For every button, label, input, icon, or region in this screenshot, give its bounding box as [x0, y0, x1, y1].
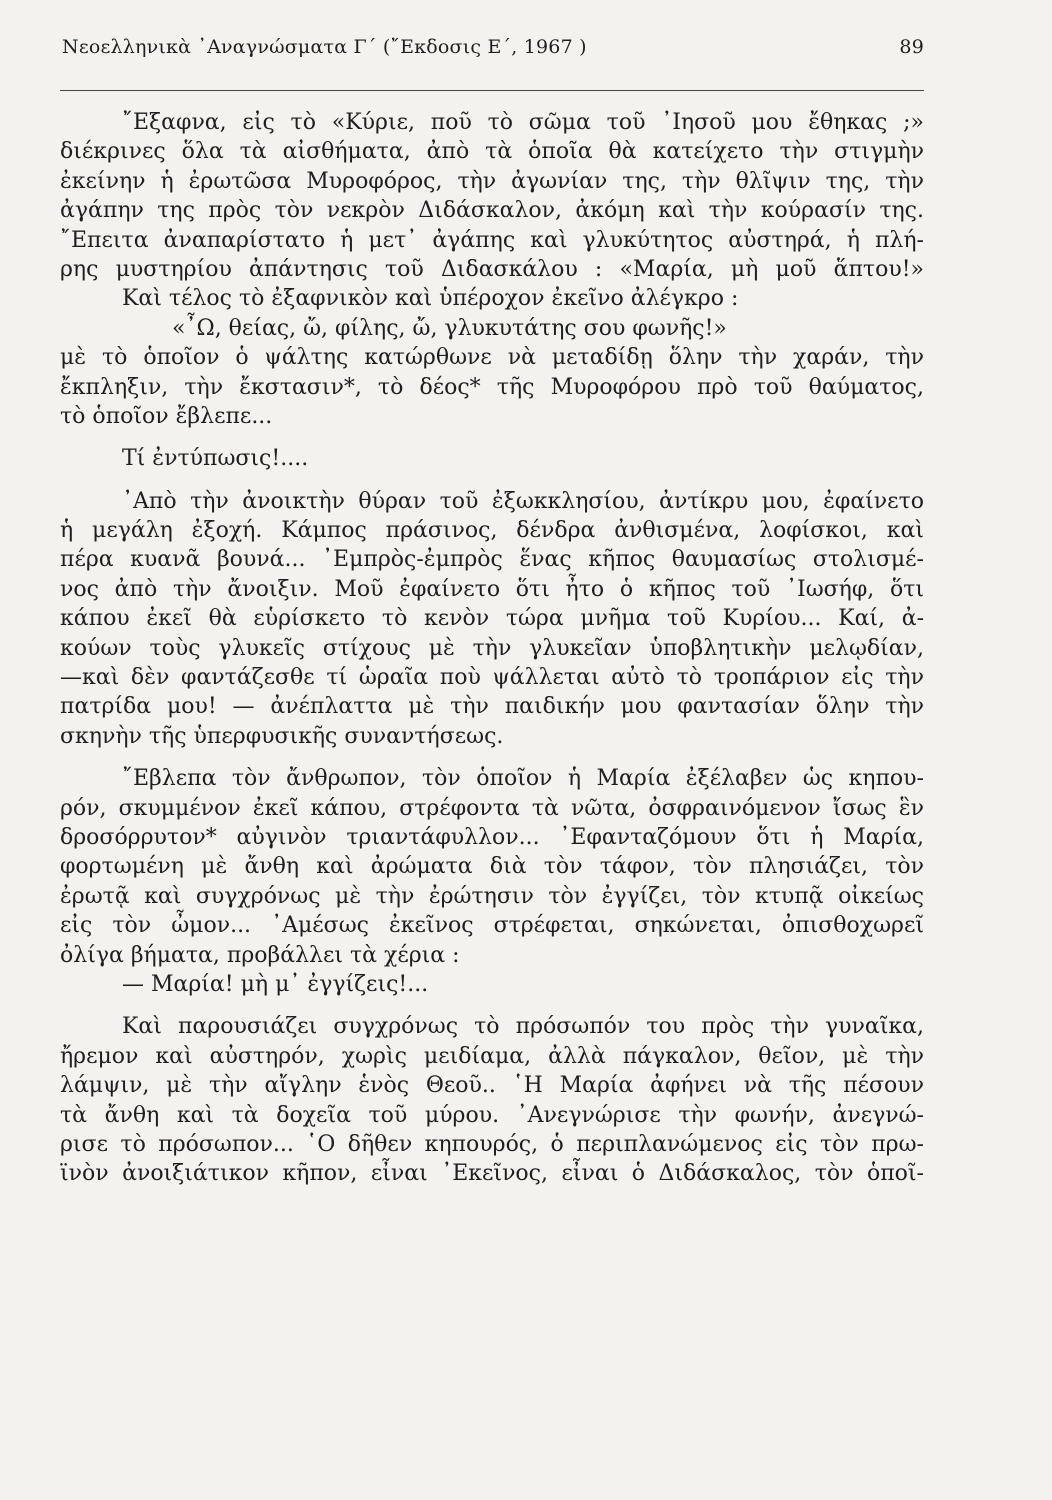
text-line: ῎Επειτα ἀναπαρίστατο ἡ μετ᾿ ἀγάπης καὶ γλυκύτητος αὐστηρά, ἡ πλή-: [60, 227, 924, 253]
text-line: «῏Ω, θείας, ὤ, φίλης, ὤ, γλυκυτάτης σου φωνῆς!»: [172, 315, 727, 341]
text-line: Καὶ παρουσιάζει συγχρόνως τὸ πρόσωπόν του πρὸς τὴν γυναῖκα,: [122, 1014, 924, 1040]
text-line: ϊνὸν ἀνοιξιάτικον κῆπον, εἶναι ᾿Εκεῖνος, εἶναι ὁ Διδάσκαλος, τὸν ὁποῖ-: [60, 1161, 924, 1187]
text-line: ρης μυστηρίου ἀπάντησις τοῦ Διδασκάλου : «Μαρία, μὴ μοῦ ἅπτου!»: [60, 256, 924, 282]
text-line: — Μαρία! μὴ μ᾿ ἐγγίζεις!...: [122, 971, 429, 997]
text-line: τὸ ὁποῖον ἔβλεπε...: [60, 403, 273, 429]
text-line: κούων τοὺς γλυκεῖς στίχους μὲ τὴν γλυκεῖαν ὑποβλητικὴν μελῳδίαν,: [60, 635, 924, 661]
text-line: ἐρωτᾷ καὶ συγχρόνως μὲ τὴν ἐρώτησιν τὸν ἐγγίζει, τὸν κτυπᾷ οἰκείως: [60, 883, 924, 909]
text-line: ἐκείνην ἡ ἐρωτῶσα Μυροφόρος, τὴν ἀγωνίαν της, τὴν θλῖψιν της, τὴν: [60, 168, 924, 194]
text-line: τὰ ἄνθη καὶ τὰ δοχεῖα τοῦ μύρου. ᾿Ανεγνώρισε τὴν φωνήν, ἀνεγνώ-: [60, 1102, 924, 1128]
text-line: ἤρεμον καὶ αὐστηρόν, χωρὶς μειδίαμα, ἀλλὰ πάγκαλον, θεῖον, μὲ τὴν: [60, 1043, 924, 1069]
text-line: ρισε τὸ πρόσωπον... ῾Ο δῆθεν κηπουρός, ὁ περιπλανώμενος εἰς τὸν πρω-: [60, 1131, 924, 1157]
text-body: [60, 108, 924, 1189]
text-line: ῎Εβλεπα τὸν ἄνθρωπον, τὸν ὁποῖον ἡ Μαρία ἐξέλαβεν ὡς κηπου-: [122, 766, 924, 792]
text-line: δροσόρρυτον* αὐγινὸν τριαντάφυλλον... ᾿Εφανταζόμουν ὅτι ἡ Μαρία,: [60, 824, 924, 850]
text-line: πέρα κυανᾶ βουνά... ᾿Εμπρὸς-ἐμπρὸς ἕνας κῆπος θαυμασίως στολισμέ-: [60, 547, 924, 573]
page-number: 89: [899, 36, 924, 58]
text-line: ἡ μεγάλη ἐξοχή. Κάμπος πράσινος, δένδρα ἀνθισμένα, λοφίσκοι, καὶ: [60, 518, 924, 544]
text-line: ὀλίγα βήματα, προβάλλει τὰ χέρια :: [60, 942, 460, 968]
text-line: ᾿Απὸ τὴν ἀνοικτὴν θύραν τοῦ ἐξωκκλησίου, ἀντίκρυ μου, ἐφαίνετο: [122, 488, 924, 514]
text-line: σκηνὴν τῆς ὑπερφυσικῆς συναντήσεως.: [60, 723, 504, 749]
page-header: [62, 36, 924, 58]
text-line: πατρίδα μου! — ἀνέπλαττα μὲ τὴν παιδικήν μου φαντασίαν ὅλην τὴν: [60, 694, 924, 720]
text-line: Τί ἐντύπωσις!....: [122, 446, 309, 472]
text-line: λάμψιν, μὲ τὴν αἴγλην ἑνὸς Θεοῦ.. ῾Η Μαρία ἀφήνει νὰ τῆς πέσουν: [60, 1073, 924, 1099]
text-line: ἀγάπην της πρὸς τὸν νεκρὸν Διδάσκαλον, ἀκόμη καὶ τὴν κούρασίν της.: [60, 198, 924, 224]
text-line: νος ἀπὸ τὴν ἄνοιξιν. Μοῦ ἐφαίνετο ὅτι ἦτο ὁ κῆπος τοῦ ᾿Ιωσήφ, ὅτι: [60, 576, 924, 602]
running-title: Νεοελληνικὰ ᾿Αναγνώσματα Γ΄ (῎Εκδοσις Ε΄, 1967 ): [62, 36, 587, 58]
text-line: Καὶ τέλος τὸ ἐξαφνικὸν καὶ ὑπέροχον ἐκεῖνο ἀλέγκρο :: [122, 286, 739, 312]
text-line: κάπου ἐκεῖ θὰ εὑρίσκετο τὸ κενὸν τώρα μνῆμα τοῦ Κυρίου... Καί, ἀ-: [60, 606, 924, 632]
text-line: ῎Εξαφνα, εἰς τὸ «Κύριε, ποῦ τὸ σῶμα τοῦ ᾿Ιησοῦ μου ἔθηκας ;»: [122, 110, 924, 135]
text-line: ρόν, σκυμμένον ἐκεῖ κάπου, στρέφοντα τὰ νῶτα, ὀσφραινόμενον ἴσως ἓν: [60, 795, 924, 821]
text-line: διέκρινες ὅλα τὰ αἰσθήματα, ἀπὸ τὰ ὁποῖα θὰ κατείχετο τὴν στιγμὴν: [60, 139, 924, 165]
header-rule: [60, 90, 924, 91]
text-line: ἔκπληξιν, τὴν ἔκστασιν*, τὸ δέος* τῆς Μυροφόρου πρὸ τοῦ θαύματος,: [60, 374, 924, 400]
text-line: μὲ τὸ ὁποῖον ὁ ψάλτης κατώρθωνε νὰ μεταδίδῃ ὅλην τὴν χαράν, τὴν: [60, 345, 924, 371]
text-line: φορτωμένη μὲ ἄνθη καὶ ἀρώματα διὰ τὸν τάφον, τὸν πλησιάζει, τὸν: [60, 854, 924, 880]
text-line: —καὶ δὲν φαντάζεσθε τί ὡραῖα ποὺ ψάλλεται αὐτὸ τὸ τροπάριον εἰς τὴν: [60, 665, 924, 691]
text-line: εἰς τὸν ὦμον... ᾿Αμέσως ἐκεῖνος στρέφεται, σηκώνεται, ὀπισθοχωρεῖ: [60, 913, 924, 939]
